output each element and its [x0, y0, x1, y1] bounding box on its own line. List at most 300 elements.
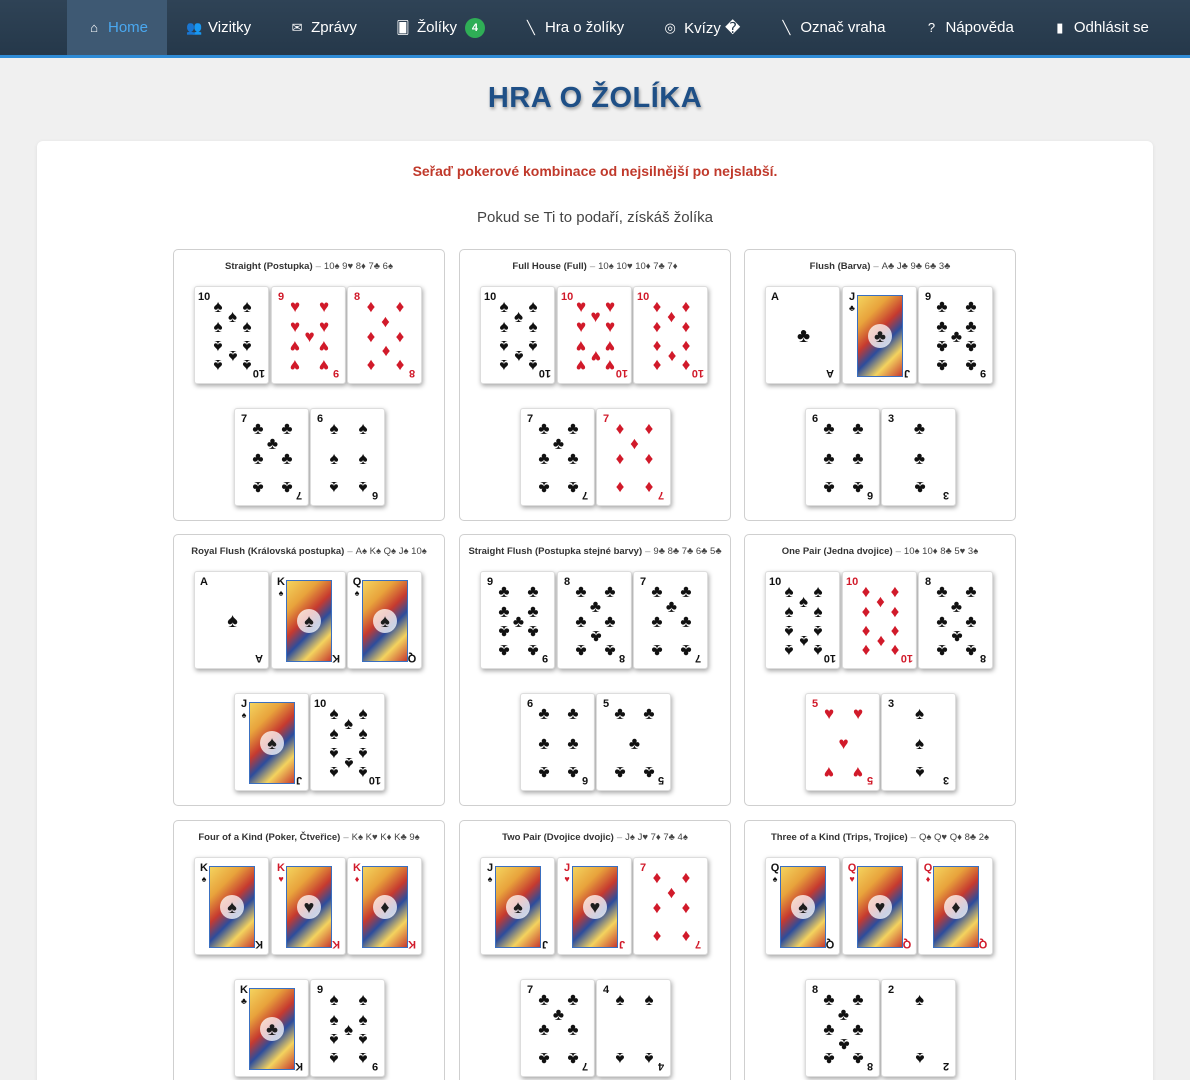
face-card-portrait [286, 866, 332, 948]
nav-item-label: Hra o žolíky [544, 19, 625, 36]
hand-name: Royal Flush (Královská postupka) [191, 546, 345, 557]
suit-pip-icon: ♦ [615, 419, 625, 438]
face-suit-icon: ♥ [297, 895, 321, 919]
card-rank: 8 [979, 652, 987, 664]
suit-pip-icon: ♣ [643, 763, 655, 782]
card-pips [896, 988, 943, 1070]
card-suit-small: ♠ [354, 588, 360, 598]
face-card-portrait [249, 702, 295, 784]
home-icon: ⌂ [90, 19, 98, 35]
suit-pip-icon: ♦ [652, 317, 662, 336]
card-rank: 7 [639, 862, 647, 874]
card-rank: 10 [538, 367, 551, 379]
suit-pip-icon: ♣ [567, 734, 579, 753]
playing-card [596, 979, 671, 1077]
suit-pip-icon: ♣ [552, 1005, 565, 1024]
suit-pip-icon: ♣ [498, 602, 510, 621]
nav-item-kvizy[interactable] [643, 0, 759, 55]
face-card-portrait [572, 866, 618, 948]
card-rank: 10 [198, 291, 211, 303]
card-rank: 10 [252, 367, 265, 379]
hand-title [174, 546, 444, 557]
playing-card [765, 571, 840, 669]
hand-panel[interactable] [459, 249, 731, 521]
target-icon: ◎ [664, 19, 676, 35]
face-card-portrait [780, 866, 826, 948]
card-pips [896, 702, 943, 784]
suit-pip-icon: ♠ [242, 297, 252, 316]
card-rank: 10 [368, 774, 381, 786]
suit-pip-icon: ♣ [252, 449, 264, 468]
suit-pip-icon: ♠ [784, 622, 794, 641]
page-title: HRA O ŽOLÍKA [487, 82, 703, 114]
card-pips [535, 988, 582, 1070]
card-rank: A [255, 652, 263, 664]
face-card-portrait [209, 866, 255, 948]
card-rank: 10 [314, 698, 327, 710]
suit-pip-icon: ♠ [358, 990, 368, 1009]
hand-card-codes: 10♠ 10♥ 10♦ 7♣ 7♦ [598, 261, 678, 272]
card-pips [325, 988, 372, 1070]
suit-pip-icon: ♣ [628, 734, 641, 753]
card-rank: 8 [924, 576, 932, 588]
suit-pip-icon: ♥ [304, 327, 315, 346]
card-pips [611, 988, 658, 1070]
playing-card [596, 693, 671, 791]
card-icon: 🂠 [396, 19, 410, 35]
suit-pip-icon: ♣ [680, 641, 692, 660]
suit-pip-icon: ♠ [329, 419, 339, 438]
card-rank: K [277, 576, 285, 588]
suit-pip-icon: ♣ [965, 641, 977, 660]
suit-pip-icon: ♠ [343, 754, 354, 773]
card-rank: 7 [657, 489, 665, 501]
suit-pip-icon: ♠ [528, 337, 538, 356]
suit-pip-icon: ♦ [395, 297, 405, 316]
card-rank: 7 [295, 489, 303, 501]
playing-card [194, 286, 269, 384]
playing-card [480, 286, 555, 384]
suit-pip-icon: ♥ [852, 763, 864, 782]
suit-pip-icon: ♠ [213, 356, 223, 375]
playing-card [271, 857, 346, 955]
nav-item-zoliky[interactable] [376, 0, 504, 55]
card-pips [495, 580, 542, 662]
card-rank: 2 [942, 1060, 950, 1072]
suit-pip-icon: ♣ [950, 597, 963, 616]
suit-pip-icon: ♠ [242, 317, 252, 336]
suit-pip-icon: ♥ [604, 317, 616, 336]
suit-pip-icon: ♣ [575, 641, 587, 660]
card-rank: 9 [924, 291, 932, 303]
card-rank: 10 [691, 367, 704, 379]
hand-separator: – [347, 546, 353, 557]
door-icon: ▮ [1056, 19, 1064, 35]
hand-separator: – [895, 546, 901, 557]
card-rank: 7 [694, 938, 702, 950]
suit-pip-icon: ♥ [590, 307, 601, 326]
suit-pip-icon: ♣ [936, 612, 948, 631]
card-rank: 7 [526, 413, 534, 425]
card-rank: 9 [979, 367, 987, 379]
hand-name: Flush (Barva) [809, 261, 871, 272]
suit-pip-icon: ♦ [652, 356, 662, 375]
card-pips [780, 295, 827, 377]
card-rank: 7 [639, 576, 647, 588]
hand-panel[interactable] [173, 820, 445, 1080]
card-rank: J [563, 862, 571, 874]
card-rank: Q [923, 862, 933, 874]
suit-pip-icon: ♦ [681, 317, 691, 336]
face-card-portrait [362, 866, 408, 948]
suit-pip-icon: ♦ [615, 478, 625, 497]
suit-pip-icon: ♦ [861, 622, 871, 641]
suit-pip-icon: ♣ [965, 582, 977, 601]
card-suit-small: ♣ [849, 303, 855, 313]
suit-pip-icon: ♣ [852, 419, 864, 438]
suit-pip-icon: ♣ [589, 627, 602, 646]
suit-pip-icon: ♠ [329, 1030, 339, 1049]
suit-pip-icon: ♦ [861, 582, 871, 601]
hand-panel[interactable] [744, 820, 1016, 1080]
suit-pip-icon: ♣ [252, 478, 264, 497]
suit-pip-icon: ♠ [813, 641, 823, 660]
playing-card [918, 857, 993, 955]
suit-pip-icon: ♦ [366, 327, 376, 346]
suit-pip-icon: ♠ [528, 297, 538, 316]
card-rank: 4 [602, 984, 610, 996]
people-icon: 👥 [186, 19, 203, 35]
playing-card [194, 571, 269, 669]
face-card-portrait [286, 580, 332, 662]
suit-pip-icon: ♥ [318, 337, 330, 356]
card-rank: 6 [371, 489, 379, 501]
card-pips [820, 988, 867, 1070]
card-rank: 6 [316, 413, 324, 425]
suit-pip-icon: ♠ [358, 1010, 368, 1029]
playing-card [234, 408, 309, 506]
card-suit-small: ♠ [487, 874, 493, 884]
playing-card [633, 857, 708, 955]
playing-card [633, 286, 708, 384]
suit-pip-icon: ♣ [823, 419, 835, 438]
suit-pip-icon: ♣ [538, 1020, 550, 1039]
face-suit-icon: ♣ [260, 1017, 284, 1041]
playing-card [918, 571, 993, 669]
face-suit-icon: ♥ [868, 895, 892, 919]
suit-pip-icon: ♦ [681, 868, 691, 887]
hand-name: Straight (Postupka) [225, 261, 313, 272]
card-rank: 8 [353, 291, 361, 303]
hand-title [745, 261, 1015, 272]
suit-pip-icon: ♦ [381, 342, 390, 361]
suit-pip-icon: ♣ [837, 1035, 850, 1054]
nav-item-label: Označ vraha [800, 19, 886, 36]
suit-pip-icon: ♠ [242, 337, 252, 356]
hand-card-codes: A♣ J♣ 9♣ 6♣ 3♣ [881, 261, 951, 272]
suit-pip-icon: ♠ [358, 704, 368, 723]
card-rank: K [332, 652, 340, 664]
playing-card [234, 979, 309, 1077]
card-rank: 7 [694, 652, 702, 664]
face-card-portrait [933, 866, 979, 948]
suit-pip-icon: ♦ [615, 449, 625, 468]
suit-pip-icon: ♠ [499, 356, 509, 375]
hand-separator: – [343, 832, 349, 843]
suit-pip-icon: ♠ [213, 337, 223, 356]
suit-pip-icon: ♦ [381, 312, 390, 331]
suit-pip-icon: ♠ [615, 990, 625, 1009]
suit-pip-icon: ♣ [665, 597, 678, 616]
card-pips [611, 702, 658, 784]
card-pips [611, 417, 658, 499]
suit-pip-icon: ♣ [498, 622, 510, 641]
card-rank: 8 [811, 984, 819, 996]
suit-pip-icon: ♣ [498, 582, 510, 601]
suit-pip-icon: ♦ [395, 356, 405, 375]
playing-card [310, 693, 385, 791]
suit-pip-icon: ♦ [644, 449, 654, 468]
playing-card [881, 693, 956, 791]
card-rank: 2 [887, 984, 895, 996]
card-rank: 7 [602, 413, 610, 425]
suit-pip-icon: ♣ [538, 763, 550, 782]
card-rank: K [240, 984, 248, 996]
playing-card [557, 857, 632, 955]
card-pips [535, 702, 582, 784]
face-suit-icon: ♠ [297, 609, 321, 633]
hand-panel[interactable] [459, 534, 731, 806]
nav-item-odhlasit[interactable] [1033, 0, 1168, 55]
suit-pip-icon: ♣ [552, 434, 565, 453]
suit-pip-icon: ♠ [213, 317, 223, 336]
suit-pip-icon: ♠ [499, 337, 509, 356]
card-suit-small: ♠ [278, 588, 284, 598]
instruction-text: Seřaď pokerové kombinace od nejsilnější po nejslabší. [412, 163, 778, 179]
playing-card [918, 286, 993, 384]
nav-item-napoveda[interactable] [904, 0, 1032, 55]
suit-pip-icon: ♣ [567, 990, 579, 1009]
suit-pip-icon: ♠ [813, 602, 823, 621]
card-rank: 3 [887, 698, 895, 710]
suit-pip-icon: ♦ [652, 898, 662, 917]
nav-item-home[interactable] [67, 0, 167, 55]
suit-pip-icon: ♠ [528, 317, 538, 336]
suit-pip-icon: ♦ [890, 602, 900, 621]
card-rank: K [295, 1060, 303, 1072]
card-rank: 5 [657, 774, 665, 786]
playing-card [480, 857, 555, 955]
nav-item-vizitky[interactable] [167, 0, 270, 55]
suit-pip-icon: ♥ [604, 337, 616, 356]
face-suit-icon: ♥ [583, 895, 607, 919]
card-pips [648, 295, 695, 377]
suit-pip-icon: ♣ [796, 325, 811, 347]
suit-pip-icon: ♣ [538, 449, 550, 468]
envelope-icon: ✉ [291, 19, 303, 35]
suit-pip-icon: ♦ [630, 434, 639, 453]
nav-item-zpravy[interactable] [270, 0, 376, 55]
suit-pip-icon: ♠ [914, 734, 925, 753]
suit-pip-icon: ♠ [499, 317, 509, 336]
suit-pip-icon: ♣ [614, 763, 626, 782]
card-rank: 10 [823, 652, 836, 664]
card-suit-small: ♣ [241, 996, 247, 1006]
hand-title [460, 832, 730, 843]
card-suit-small: ♥ [564, 874, 570, 884]
suit-pip-icon: ♣ [567, 419, 579, 438]
suit-pip-icon: ♦ [667, 883, 676, 902]
suit-pip-icon: ♠ [813, 622, 823, 641]
card-rank: Q [902, 938, 912, 950]
suit-pip-icon: ♣ [527, 641, 539, 660]
card-rank: J [541, 938, 549, 950]
suit-pip-icon: ♣ [936, 337, 948, 356]
card-pips [648, 866, 695, 948]
suit-pip-icon: ♠ [813, 582, 823, 601]
playing-card [805, 693, 880, 791]
hand-panel[interactable] [173, 534, 445, 806]
card-pips [495, 295, 542, 377]
suit-pip-icon: ♣ [936, 297, 948, 316]
suit-pip-icon: ♣ [965, 356, 977, 375]
suit-pip-icon: ♣ [913, 478, 926, 497]
playing-card [881, 979, 956, 1077]
suit-pip-icon: ♣ [965, 317, 977, 336]
card-rank: 8 [866, 1060, 874, 1072]
card-pips [780, 580, 827, 662]
hand-name: Full House (Full) [512, 261, 587, 272]
suit-pip-icon: ♥ [590, 347, 601, 366]
suit-pip-icon: ♦ [890, 582, 900, 601]
suit-pip-icon: ♣ [575, 582, 587, 601]
nav-item-hra[interactable] [504, 0, 643, 55]
knife-icon: ╲ [782, 19, 791, 35]
suit-pip-icon: ♣ [567, 704, 579, 723]
hand-title [460, 261, 730, 272]
suit-pip-icon: ♣ [651, 612, 663, 631]
suit-pip-icon: ♣ [965, 297, 977, 316]
hand-separator: – [873, 261, 879, 272]
card-pips [933, 580, 980, 662]
card-rank: 5 [602, 698, 610, 710]
main-nav [0, 0, 1190, 58]
card-rank: K [332, 938, 340, 950]
suit-pip-icon: ♣ [936, 356, 948, 375]
suit-pip-icon: ♣ [281, 419, 293, 438]
playing-card [805, 408, 880, 506]
suit-pip-icon: ♣ [936, 582, 948, 601]
suit-pip-icon: ♠ [213, 297, 223, 316]
suit-pip-icon: ♥ [575, 337, 587, 356]
suit-pip-icon: ♠ [329, 478, 339, 497]
suit-pip-icon: ♣ [823, 1049, 835, 1068]
suit-pip-icon: ♣ [965, 612, 977, 631]
suit-pip-icon: ♠ [914, 1049, 925, 1068]
suit-pip-icon: ♣ [567, 478, 579, 497]
hand-separator: – [589, 261, 596, 272]
playing-card [194, 857, 269, 955]
suit-pip-icon: ♠ [358, 1030, 368, 1049]
suit-pip-icon: ♠ [358, 763, 368, 782]
suit-pip-icon: ♣ [575, 612, 587, 631]
card-pips [820, 702, 867, 784]
suit-pip-icon: ♦ [876, 632, 885, 651]
card-rank: 9 [486, 576, 494, 588]
suit-pip-icon: ♣ [823, 478, 835, 497]
playing-card [557, 286, 632, 384]
card-rank: 7 [581, 489, 589, 501]
hand-title [460, 546, 730, 557]
card-rank: Q [847, 862, 857, 874]
suit-pip-icon: ♦ [681, 297, 691, 316]
suit-pip-icon: ♠ [329, 704, 339, 723]
suit-pip-icon: ♠ [914, 990, 925, 1009]
nav-item-label: Nápověda [945, 19, 1014, 36]
face-suit-icon: ♠ [260, 731, 284, 755]
playing-card [347, 286, 422, 384]
card-rank: 6 [811, 413, 819, 425]
card-rank: Q [978, 938, 988, 950]
suit-pip-icon: ♠ [329, 763, 339, 782]
hand-panel[interactable] [744, 534, 1016, 806]
card-rank: 9 [371, 1060, 379, 1072]
suit-pip-icon: ♣ [823, 1020, 835, 1039]
zoliky-count-badge: 4 [465, 18, 485, 38]
face-suit-icon: ♠ [791, 895, 815, 919]
suit-pip-icon: ♠ [499, 297, 509, 316]
hand-separator: – [645, 546, 651, 557]
suit-pip-icon: ♣ [567, 1049, 579, 1068]
card-rank: 8 [563, 576, 571, 588]
card-rank: 8 [408, 367, 416, 379]
suit-pip-icon: ♠ [528, 356, 538, 375]
suit-pip-icon: ♦ [644, 419, 654, 438]
suit-pip-icon: ♣ [281, 449, 293, 468]
suit-pip-icon: ♦ [395, 327, 405, 346]
suit-pip-icon: ♦ [890, 622, 900, 641]
card-rank: K [408, 938, 416, 950]
card-rank: 10 [561, 291, 574, 303]
card-rank: 6 [866, 489, 874, 501]
hand-title [745, 832, 1015, 843]
suit-pip-icon: ♣ [266, 434, 279, 453]
card-pips [209, 580, 256, 662]
suit-pip-icon: ♠ [242, 356, 252, 375]
hand-panel[interactable] [459, 820, 731, 1080]
card-pips [362, 295, 409, 377]
playing-card [842, 857, 917, 955]
suit-pip-icon: ♠ [343, 714, 354, 733]
hand-panel[interactable] [173, 249, 445, 521]
card-rank: 9 [316, 984, 324, 996]
hand-panel[interactable] [744, 249, 1016, 521]
hand-name: One Pair (Jedna dvojice) [781, 546, 893, 557]
suit-pip-icon: ♠ [513, 307, 524, 326]
playing-card [842, 571, 917, 669]
suit-pip-icon: ♣ [837, 1005, 850, 1024]
face-suit-icon: ♠ [373, 609, 397, 633]
suit-pip-icon: ♣ [604, 582, 616, 601]
hand-title [174, 832, 444, 843]
suit-pip-icon: ♠ [343, 1020, 354, 1039]
suit-pip-icon: ♣ [965, 337, 977, 356]
hand-card-codes: 10♠ 10♦ 8♣ 5♥ 3♠ [903, 546, 979, 557]
card-rank: Q [407, 652, 417, 664]
suit-pip-icon: ♠ [358, 419, 368, 438]
nav-item-oznac[interactable] [759, 0, 904, 55]
card-rank: A [826, 367, 834, 379]
